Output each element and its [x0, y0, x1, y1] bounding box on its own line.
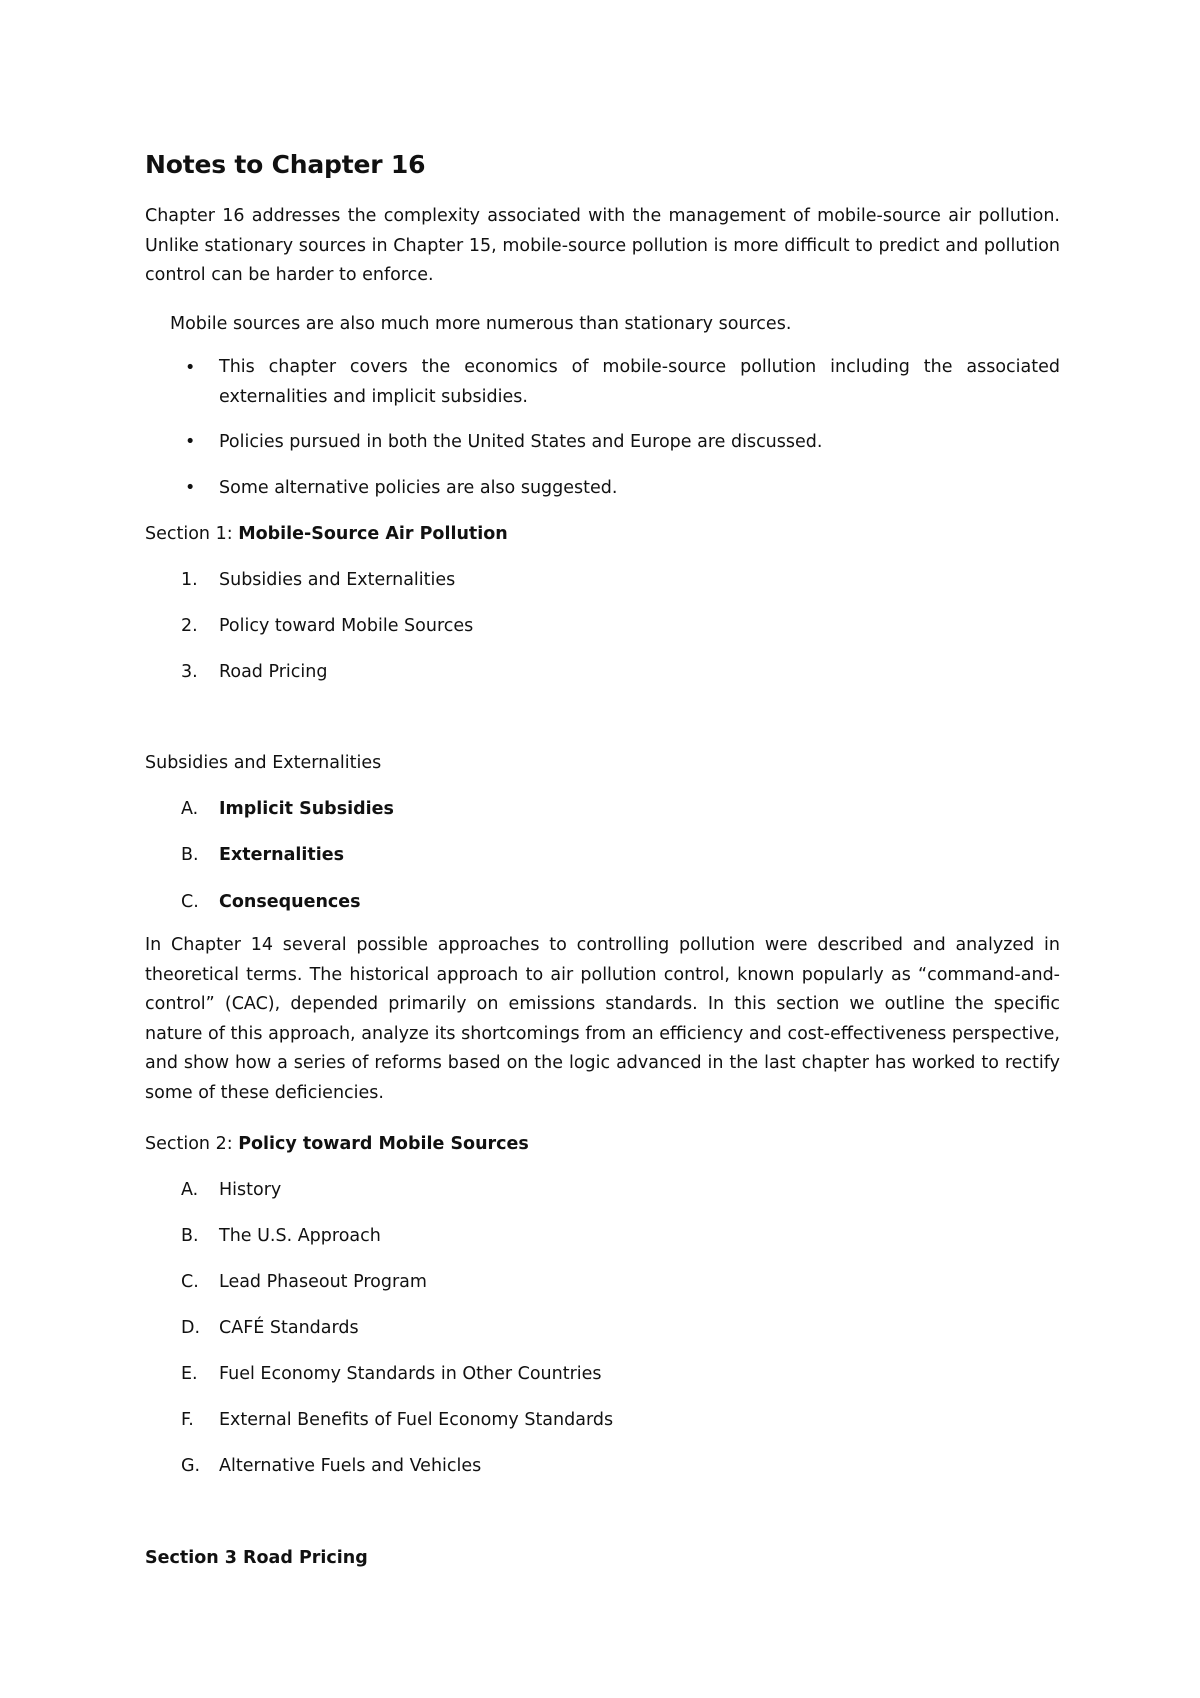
list-marker: E. — [181, 1364, 198, 1384]
document-page — [145, 0, 1060, 1698]
list-marker: C. — [181, 892, 199, 912]
section-1-heading — [145, 522, 508, 546]
list-marker: 1. — [181, 570, 198, 590]
section-2-prefix: Section 2: — [145, 1134, 239, 1154]
bullet-item: This chapter covers the economics of mobile-source pollution including the associated externalities and implicit subsidies. — [219, 357, 1060, 407]
section-3-heading: Section 3 Road Pricing — [145, 1548, 368, 1568]
section-2-title: Policy toward Mobile Sources — [238, 1134, 529, 1154]
intro-paragraph: Chapter 16 addresses the complexity associated with the management of mobile-source air pollution. Unlike stationary sources in Chapter 15, mobile-source pollution is more difficult to predict and pollution control can be harder to enforce. — [145, 206, 1060, 285]
list-item: External Benefits of Fuel Economy Standards — [219, 1410, 614, 1430]
bullet-item: Some alternative policies are also suggested. — [219, 478, 618, 498]
list-marker: B. — [181, 845, 199, 865]
list-item: Consequences — [219, 892, 361, 912]
list-item: Alternative Fuels and Vehicles — [219, 1456, 482, 1476]
list-item: Fuel Economy Standards in Other Countries — [219, 1364, 602, 1384]
bullet-marker: • — [185, 432, 196, 452]
list-marker: 2. — [181, 616, 198, 636]
section-1-prefix: Section 1: — [145, 524, 239, 544]
chapter-14-paragraph: In Chapter 14 several possible approaches to controlling pollution were described and analyzed in theoretical terms. The historical approach to air pollution control, known popularly as “command-and-control” (CAC), depended primarily on emissions standards. In this section we outline the specific nature of this approach, analyze its shortcomings from an efficiency and cost-effectiveness perspective, and show how a series of reforms based on the logic advanced in the last chapter has worked to rectify some of these deficiencies. — [145, 935, 1060, 1103]
list-item: Policy toward Mobile Sources — [219, 616, 474, 636]
list-item: Lead Phaseout Program — [219, 1272, 427, 1292]
list-marker: G. — [181, 1456, 201, 1476]
list-marker: C. — [181, 1272, 199, 1292]
subsidies-heading: Subsidies and Externalities — [145, 753, 382, 773]
page-title: Notes to Chapter 16 — [145, 150, 426, 179]
list-item: Externalities — [219, 845, 345, 865]
bullet-marker: • — [185, 358, 196, 378]
list-item: History — [219, 1180, 282, 1200]
list-item: Subsidies and Externalities — [219, 570, 456, 590]
list-item: Road Pricing — [219, 662, 328, 682]
list-marker: D. — [181, 1318, 201, 1338]
bullet-item: Policies pursued in both the United States and Europe are discussed. — [219, 432, 823, 452]
list-item: Implicit Subsidies — [219, 799, 394, 819]
bullet-marker: • — [185, 478, 196, 498]
section-2-heading — [145, 1132, 529, 1156]
list-marker: 3. — [181, 662, 198, 682]
list-item: The U.S. Approach — [219, 1226, 381, 1246]
section-1-title: Mobile-Source Air Pollution — [238, 524, 508, 544]
list-marker: A. — [181, 799, 199, 819]
list-item: CAFÉ Standards — [219, 1318, 359, 1338]
mobile-sources-sentence: Mobile sources are also much more numerous than stationary sources. — [170, 314, 792, 334]
list-marker: F. — [181, 1410, 194, 1430]
list-marker: B. — [181, 1226, 199, 1246]
list-marker: A. — [181, 1180, 199, 1200]
